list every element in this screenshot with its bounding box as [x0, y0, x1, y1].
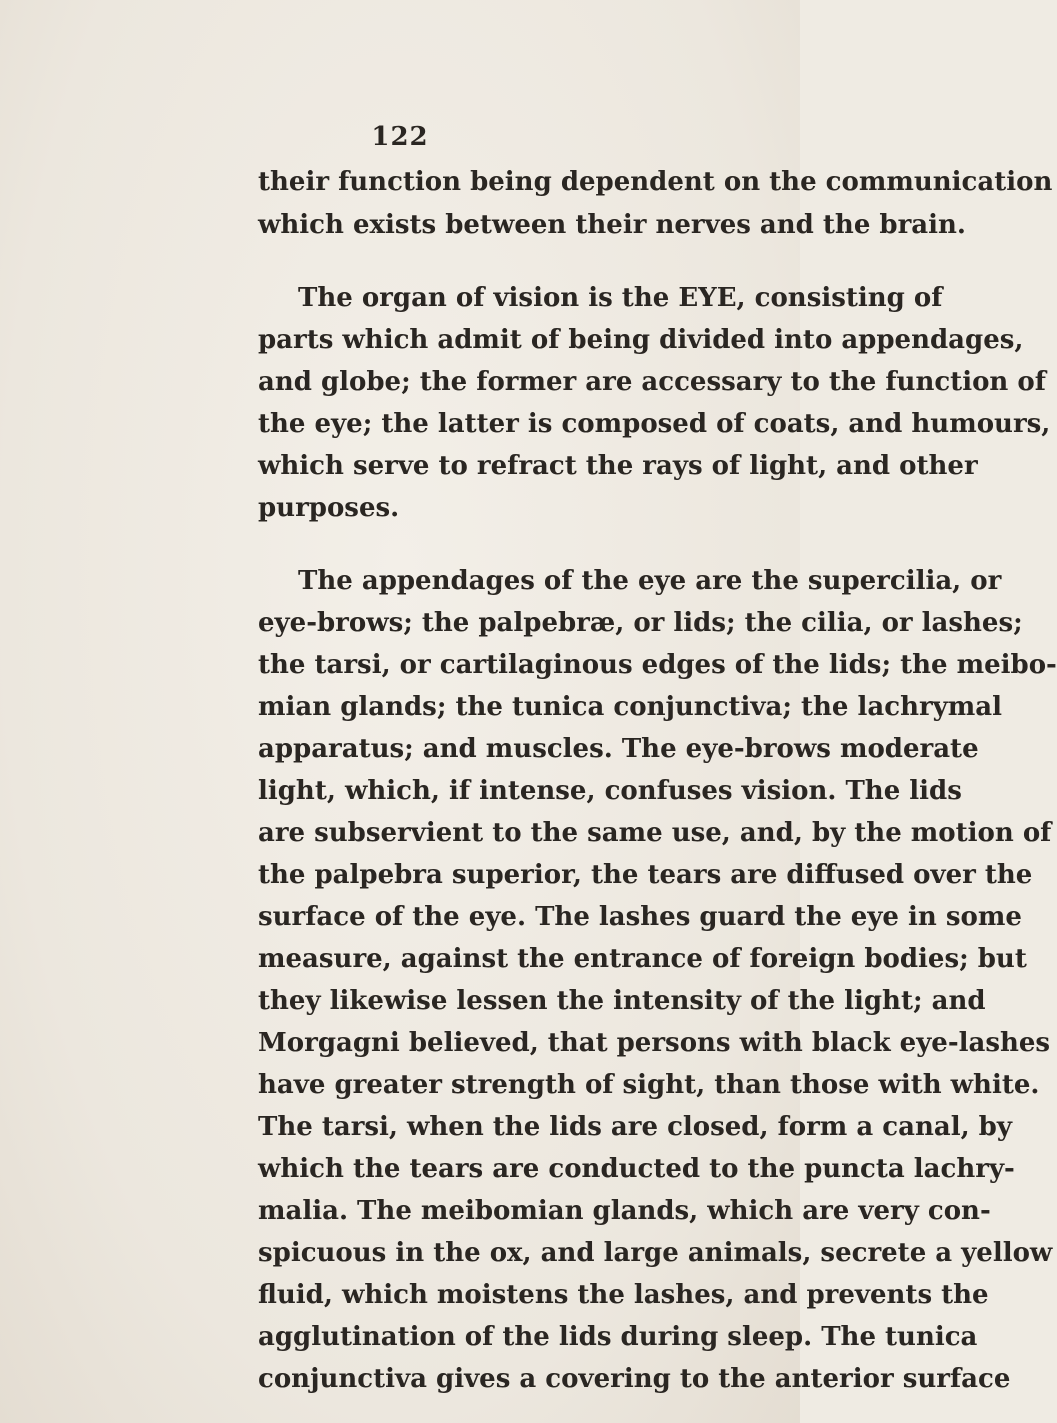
text-line: are subservient to the same use, and, by the motion of [258, 818, 1052, 848]
text-line: malia. The meibomian glands, which are very con- [258, 1196, 991, 1226]
text-line: their function being dependent on the communication [258, 167, 1053, 197]
text-line: surface of the eye. The lashes guard the eye in some [258, 902, 1022, 932]
text-line: eye-brows; the palpebræ, or lids; the cilia, or lashes; [258, 608, 1023, 638]
text-line: conjunctiva gives a covering to the anterior surface [258, 1364, 1011, 1394]
text-line: the palpebra superior, the tears are diffused over the [258, 860, 1033, 890]
text-line: The appendages of the eye are the supercilia, or [298, 566, 1002, 596]
text-line: have greater strength of sight, than those with white. [258, 1070, 1040, 1100]
text-line: The organ of vision is the EYE, consisting of [298, 283, 943, 313]
text-line: fluid, which moistens the lashes, and prevents the [258, 1280, 989, 1310]
text-line: which serve to refract the rays of light, and other [258, 451, 978, 481]
text-line: spicuous in the ox, and large animals, secrete a yellow [258, 1238, 1053, 1268]
text-line: which the tears are conducted to the puncta lachry- [258, 1154, 1015, 1184]
text-line: the eye; the latter is composed of coats, and humours, [258, 409, 1051, 439]
text-line: which exists between their nerves and the brain. [258, 210, 966, 240]
text-line: agglutination of the lids during sleep. The tunica [258, 1322, 978, 1352]
text-line: The tarsi, when the lids are closed, form a canal, by [258, 1112, 1012, 1142]
text-line: purposes. [258, 493, 400, 523]
text-line: and globe; the former are accessary to the function of [258, 367, 1046, 397]
text-line: the tarsi, or cartilaginous edges of the lids; the meibo- [258, 650, 1057, 680]
text-line: parts which admit of being divided into appendages, [258, 325, 1024, 355]
text-line: they likewise lessen the intensity of the light; and [258, 986, 986, 1016]
text-line: Morgagni believed, that persons with black eye-lashes [258, 1028, 1051, 1058]
text-line: measure, against the entrance of foreign bodies; but [258, 944, 1027, 974]
text-line: light, which, if intense, confuses vision. The lids [258, 776, 962, 806]
page-number: 122 [371, 122, 429, 152]
text-line: apparatus; and muscles. The eye-brows moderate [258, 734, 979, 764]
text-line: mian glands; the tunica conjunctiva; the lachrymal [258, 692, 1003, 722]
